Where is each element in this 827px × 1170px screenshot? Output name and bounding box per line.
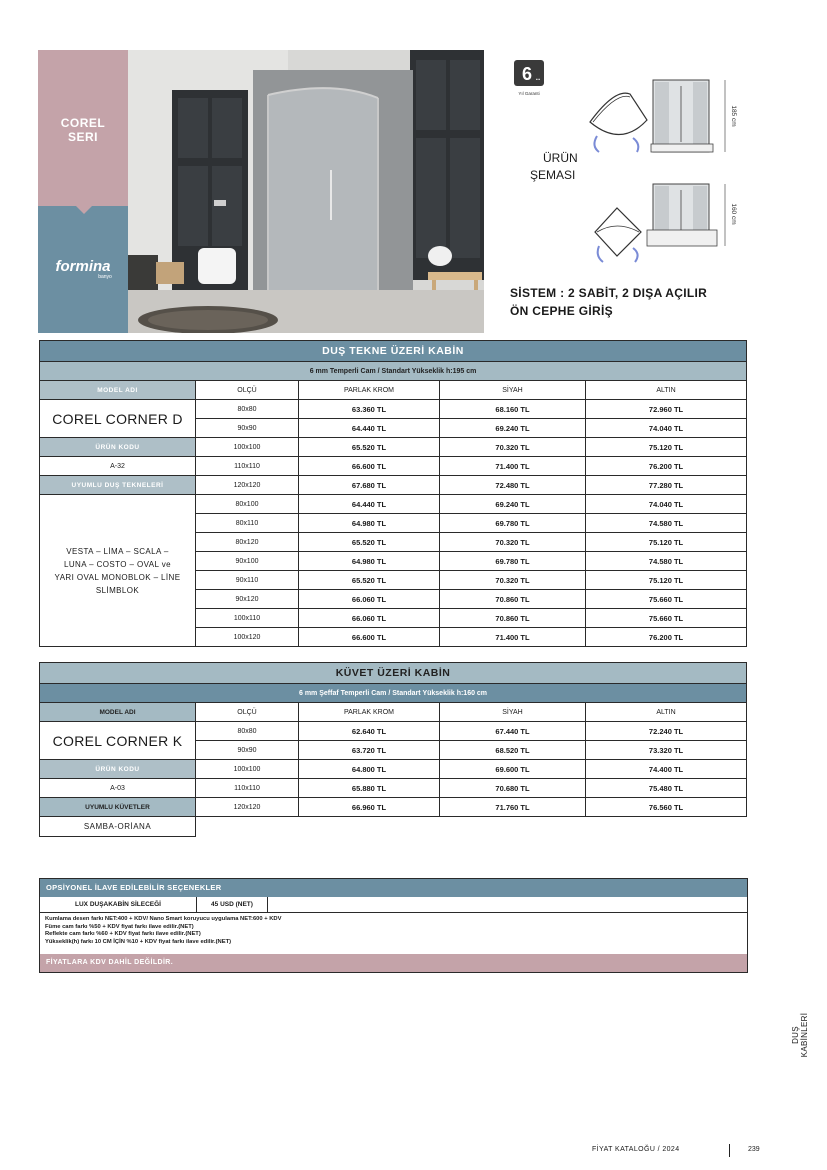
option-note: Füme cam farkı %50 + KDV fiyat farkı ilave edilir.(NET) [45, 923, 194, 930]
price-black: 67.440 TL [440, 722, 586, 741]
size-cell: 80x120 [196, 533, 299, 552]
empty-cell [196, 817, 747, 837]
price-chrome: 66.060 TL [299, 609, 440, 628]
price-black: 69.240 TL [440, 419, 586, 438]
price-chrome: 66.600 TL [299, 628, 440, 647]
options-title: OPSİYONEL İLAVE EDİLEBİLİR SEÇENEKLER [40, 879, 747, 897]
series-subtitle: SERI [67, 130, 98, 144]
size-cell: 110x110 [196, 779, 299, 798]
option-note: Yükseklik(h) farkı 10 CM İÇİN %10 + KDV fiyat farkı ilave edilir.(NET) [45, 938, 232, 945]
hero-banner [38, 50, 484, 333]
schema-top-plan [590, 93, 647, 152]
price-black: 71.760 TL [440, 798, 586, 817]
option-note: Reflekte cam farkı %60 + KDV fiyat farkı ilave edilir.(NET) [45, 931, 201, 937]
brand-logo: formina banyo [55, 258, 112, 280]
price-gold: 75.120 TL [586, 571, 747, 590]
col-header-size: OLÇÜ [196, 703, 299, 722]
price-gold: 75.120 TL [586, 438, 747, 457]
col-header-gold: ALTIN [586, 381, 747, 400]
size-cell: 80x80 [196, 400, 299, 419]
price-chrome: 64.440 TL [299, 495, 440, 514]
section-side-label: DUŞ KABİNLERİ [791, 1012, 809, 1058]
svg-text:160 cm: 160 cm [730, 203, 737, 225]
price-black: 69.780 TL [440, 552, 586, 571]
options-notes [45, 916, 281, 946]
price-black: 70.860 TL [440, 609, 586, 628]
size-cell: 90x110 [196, 571, 299, 590]
bathtub-cabin-table [39, 662, 747, 837]
panel-notch [76, 206, 92, 214]
price-black: 69.780 TL [440, 514, 586, 533]
price-black: 71.400 TL [440, 628, 586, 647]
product-code-label: ÜRÜN KODU [40, 760, 196, 779]
size-cell: 80x110 [196, 514, 299, 533]
price-gold: 76.200 TL [586, 457, 747, 476]
price-gold: 74.400 TL [586, 760, 747, 779]
table1-title: DUŞ TEKNE ÜZERİ KABİN [40, 341, 747, 362]
schema-bottom-plan [595, 208, 641, 262]
price-gold: 72.960 TL [586, 400, 747, 419]
price-gold: 77.280 TL [586, 476, 747, 495]
price-chrome: 64.440 TL [299, 419, 440, 438]
option-note: Kumlama desen farkı NET:400 + KDV/ Nano Smart koruyucu uygulama NET:600 + KDV [45, 916, 282, 922]
size-cell: 100x110 [196, 609, 299, 628]
model-name: COREL CORNER K [40, 722, 196, 760]
price-black: 70.680 TL [440, 779, 586, 798]
options-item-row [40, 897, 747, 913]
product-code: A-03 [40, 779, 196, 798]
price-black: 72.480 TL [440, 476, 586, 495]
model-name: COREL CORNER D [40, 400, 196, 438]
product-schema-diagram [585, 72, 745, 272]
size-cell: 90x90 [196, 741, 299, 760]
size-cell: 100x100 [196, 438, 299, 457]
size-cell: 120x120 [196, 798, 299, 817]
price-gold: 73.320 TL [586, 741, 747, 760]
warranty-badge-icon [512, 58, 546, 98]
col-header-model: MODEL ADI [40, 703, 196, 722]
size-cell: 100x100 [196, 760, 299, 779]
product-schema-label: ÜRÜN ŞEMASI [530, 151, 578, 182]
table2-title: KÜVET ÜZERİ KABİN [40, 663, 747, 684]
price-black: 70.320 TL [440, 533, 586, 552]
compatible-tubs-list: SAMBA-ORİANA [40, 817, 196, 837]
price-gold: 74.580 TL [586, 514, 747, 533]
product-code-label: ÜRÜN KODU [40, 438, 196, 457]
price-gold: 75.660 TL [586, 590, 747, 609]
size-cell: 120x120 [196, 476, 299, 495]
price-black: 69.600 TL [440, 760, 586, 779]
price-gold: 74.580 TL [586, 552, 747, 571]
price-chrome: 62.640 TL [299, 722, 440, 741]
compatible-trays-list: VESTA – LİMA – SCALA – LUNA – COSTO – OVAL ve YARI OVAL MONOBLOK – LİNE SLİMBLOK [40, 495, 196, 647]
price-chrome: 65.880 TL [299, 779, 440, 798]
size-cell: 110x110 [196, 457, 299, 476]
price-chrome: 64.980 TL [299, 514, 440, 533]
price-black: 70.320 TL [440, 438, 586, 457]
option-item-name: LUX DUŞAKABİN SİLECEĞİ [40, 897, 197, 912]
table1-subtitle: 6 mm Temperli Cam / Standart Yükseklik h:195 cm [40, 362, 747, 381]
price-chrome: 66.060 TL [299, 590, 440, 609]
schema-bottom-elevation [647, 184, 737, 246]
size-cell: 80x100 [196, 495, 299, 514]
svg-text:Yıl Garanti: Yıl Garanti [518, 91, 540, 96]
page-number: 239 [748, 1146, 760, 1153]
series-title: COREL [60, 116, 106, 130]
optional-extras-box [39, 878, 748, 973]
svg-text:6: 6 [521, 64, 533, 84]
series-panel [38, 50, 128, 206]
price-gold: 72.240 TL [586, 722, 747, 741]
price-chrome: 65.520 TL [299, 571, 440, 590]
price-chrome: 66.600 TL [299, 457, 440, 476]
price-chrome: 64.980 TL [299, 552, 440, 571]
col-header-gold: ALTIN [586, 703, 747, 722]
size-cell: 90x120 [196, 590, 299, 609]
price-chrome: 67.680 TL [299, 476, 440, 495]
price-chrome: 63.360 TL [299, 400, 440, 419]
col-header-model: MODEL ADI [40, 381, 196, 400]
col-header-size: OLÇÜ [196, 381, 299, 400]
size-cell: 90x100 [196, 552, 299, 571]
price-black: 70.860 TL [440, 590, 586, 609]
col-header-black: SİYAH [440, 381, 586, 400]
price-black: 68.160 TL [440, 400, 586, 419]
price-black: 71.400 TL [440, 457, 586, 476]
svg-text:185 cm: 185 cm [730, 105, 737, 127]
price-gold: 75.120 TL [586, 533, 747, 552]
price-black: 69.240 TL [440, 495, 586, 514]
vat-notice: FİYATLARA KDV DAHİL DEĞİLDİR. [40, 954, 747, 972]
schema-top-elevation [651, 80, 737, 152]
col-header-chrome: PARLAK KROM [299, 703, 440, 722]
price-black: 68.520 TL [440, 741, 586, 760]
shower-tray-cabin-table [39, 340, 747, 647]
size-cell: 100x120 [196, 628, 299, 647]
size-cell: 80x80 [196, 722, 299, 741]
price-gold: 76.560 TL [586, 798, 747, 817]
price-chrome: 66.960 TL [299, 798, 440, 817]
price-chrome: 65.520 TL [299, 438, 440, 457]
price-gold: 74.040 TL [586, 419, 747, 438]
svg-text:..: .. [535, 73, 541, 82]
col-header-chrome: PARLAK KROM [299, 381, 440, 400]
compatible-tubs-label: UYUMLU KÜVETLER [40, 798, 196, 817]
product-photo [128, 50, 484, 333]
option-item-price: 45 USD (NET) [197, 897, 268, 912]
price-gold: 76.200 TL [586, 628, 747, 647]
price-chrome: 63.720 TL [299, 741, 440, 760]
system-description: SİSTEM : 2 SABİT, 2 DIŞA AÇILIR ÖN CEPHE GİRİŞ [510, 286, 708, 318]
price-chrome: 64.800 TL [299, 760, 440, 779]
price-gold: 75.480 TL [586, 779, 747, 798]
price-gold: 75.660 TL [586, 609, 747, 628]
size-cell: 90x90 [196, 419, 299, 438]
price-gold: 74.040 TL [586, 495, 747, 514]
col-header-black: SİYAH [440, 703, 586, 722]
catalog-footer: FİYAT KATALOĞU / 2024 [592, 1146, 680, 1153]
product-code: A-32 [40, 457, 196, 476]
price-chrome: 65.520 TL [299, 533, 440, 552]
table2-subtitle: 6 mm Şeffaf Temperli Cam / Standart Yükseklik h:160 cm [40, 684, 747, 703]
price-black: 70.320 TL [440, 571, 586, 590]
footer-divider [729, 1144, 730, 1157]
compatible-trays-label: UYUMLU DUŞ TEKNELERİ [40, 476, 196, 495]
